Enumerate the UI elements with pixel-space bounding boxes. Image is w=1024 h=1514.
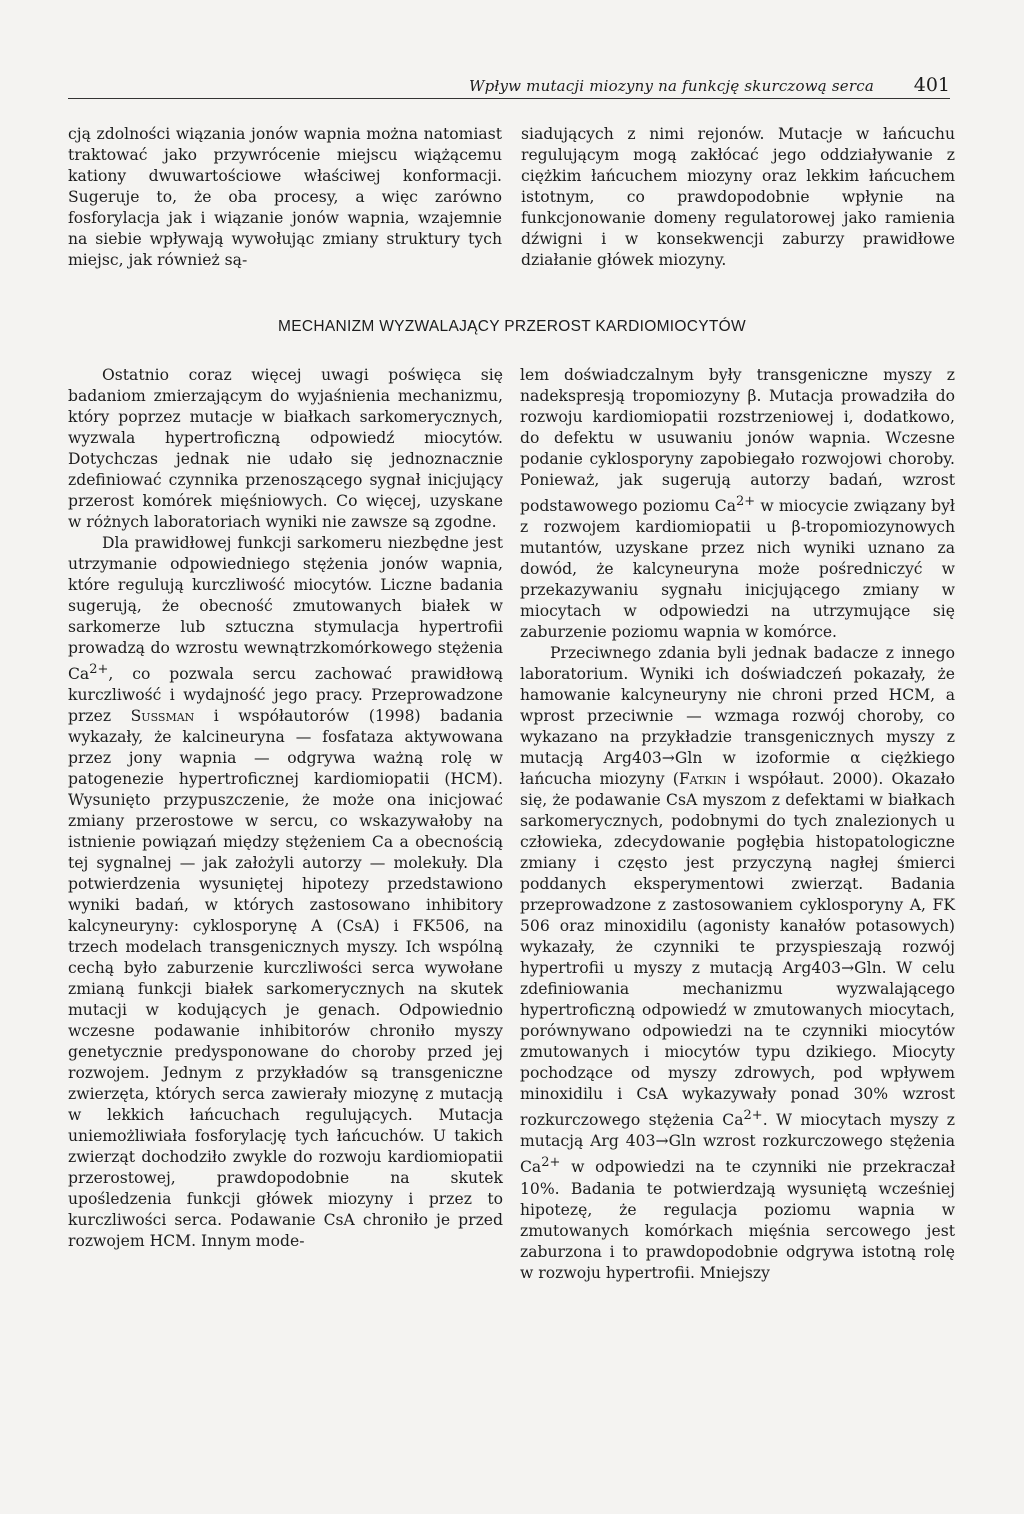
continued-paragraph-end: siadujących z nimi rejonów. Mutacje w łańcuchu regulującym mogą zakłócać jego oddziaływanie z ciężkim łańcuchem miozyny oraz lekkim łańcuchem istotnym, co prawdopodobnie wpłynie na funkcjonowanie domeny regulatorowej jako ramienia dźwigni i w konsekwencji zaburzy prawidłowe działanie główek miozyny. bbox=[521, 125, 955, 269]
text-run: w miocycie związany był z rozwojem kardiomiopatii u β-tropomiozynowych mutantów, uzyskane przez nich wyniki uznano za dowód, że kalcyneuryna może pośredniczyć w przekazywaniu sygnału inicjującego zmiany w miocytach w odpowiedzi na utrzymujące się zaburzenie poziomu wapnia w komórce. bbox=[520, 497, 955, 642]
superscript: 2+ bbox=[541, 1155, 561, 1171]
paragraph: Ostatnio coraz więcej uwagi poświęca się badaniom zmierzającym do wyjaśnienia mechanizmu, który poprzez mutacje w białkach sarkomerycznych, wyzwala hypertroficzną odpowiedź miocytów. Dotychczas jednak nie udało się jednoznacznie zdefiniować czynnika przenoszącego sygnał inicjujący przerost komórek mięśniowych. Co więcej, uzyskane w różnych laboratoriach wyniki nie zawsze są zgodne. bbox=[68, 366, 503, 531]
left-column bbox=[68, 365, 503, 1252]
author-name: Fatkin bbox=[678, 770, 727, 789]
paragraph bbox=[520, 643, 955, 1283]
text-run: lem doświadczalnym były transgeniczne myszy z nadekspresją tropomiozyny β. Mutacja prowadziła do rozwoju kardiomiopatii rozstrzeniowej i, dodatkowo, do defektu w usuwaniu jonów wapnia. Wczesne podanie cyklosporyny zapobiegało rozwojowi choroby. Ponieważ, jak sugerują autorzy badań, wzrost podstawowego poziomu Ca bbox=[520, 366, 955, 516]
text-run: i współautorów (1998) badania wykazały, że kalcineuryna — fosfataza aktywowana przez jony wapnia — odgrywa ważną rolę w patogenezie hypertroficznej kardiomiopatii (HCM). Wysunięto przypuszczenie, że może ona inicjować zmiany przerostowe w sercu, co wskazywałoby na istnienie powiązań między stężeniem Ca bbox=[68, 707, 503, 852]
text-run: a obecnością tej sygnalnej — jak założyli autorzy — molekuły. Dla potwierdzenia wysuniętej hipotezy przedstawiono wyniki badań, w których zastosowano inhibitory kalcyneuryny: cyklosporynę A (CsA) i FK506, na trzech modelach transgenicznych myszy. Ich wspólną cechą było zaburzenie kurczliwości serca wywołane zmianą funkcji białek sarkomerycznych na skutek mutacji w kodujących je genach. Odpowiednio wczesne podawanie inhibitorów chroniło myszy genetycznie predysponowane do choroby przed jej rozwojem. Jednym z przykładów są transgeniczne zwierzęta, których serca zawierały miozynę z mutacją w lekkich łańcuchach regulujących. Mutacja uniemożliwiała fosforylację tych łańcuchów. U takich zwierząt dochodziło zwykle do rozwoju kardiomiopatii przerostowej, prawdopodobnie na skutek upośledzenia funkcji główek miozyny i przez to kurczliwości serca. Podawanie CsA chroniło je przed rozwojem HCM. Innym mode- bbox=[68, 833, 503, 1251]
superscript: 2+ bbox=[736, 494, 756, 509]
text-run: Przeciwnego zdania byli jednak badacze z innego laboratorium. Wyniki ich doświadczeń pokazały, że hamowanie kalcyneuryny nie chroni przed HCM, a wprost przeciwnie — wzmaga rozwój choroby, co wykazano na przykładzie transgenicznych myszy z mutacją Arg403→Gln w izoformie α ciężkiego łańcucha miozyny ( bbox=[520, 644, 955, 789]
superscript: 2+ bbox=[89, 662, 109, 677]
text-run: w odpowiedzi na te czynniki nie przekraczał 10%. Badania te potwierdzają wysuniętą wcześniej hipotezę, że regulacja poziomu wapnia w zmutowanych komórkach mięśnia sercowego jest zaburzona i to prawdopodobnie odgrywa istotną rolę w rozwoju hypertrofii. Mniejszy bbox=[520, 1158, 955, 1282]
text-run: Dla prawidłowej funkcji sarkomeru niezbędne jest utrzymanie odpowiedniego stężenia jonów wapnia, które regulują kurczliwość miocytów. Liczne badania sugerują, że obecność zmutowanych białek w sarkomerze lub sztuczna stymulacja hypertrofii prowadzą do wzrostu wewnątrzkomórkowego stężenia Ca bbox=[68, 534, 503, 684]
text-run: , co pozwala sercu zachować prawidłową kurczliwość i wydajność jego pracy. Przeprowadzone przez bbox=[68, 665, 503, 726]
paragraph bbox=[520, 365, 955, 643]
top-left-column bbox=[68, 124, 502, 271]
text-run: i współaut. 2000). Okazało się, że podawanie CsA myszom z defektami w białkach sarkomerycznych, podobnymi do tych znalezionych u człowieka, zdecydowanie pogłębia histopatologiczne zmiany i często jest przyczyną nagłej śmierci poddanych eksperymentowi zwierząt. Badania przeprowadzone z zastosowaniem cyklosporyny A, FK 506 oraz minoxidilu (agonisty kanałów potasowych) wykazały, że czynniki te przyspieszają rozwój hypertrofii u myszy z mutacją Arg403→Gln. W celu zdefiniowania mechanizmu wyzwalającego hypertroficzną odpowiedź w zmutowanych miocytach, porównywano odpowiedzi na te czynniki miocytów zmutowanych i miocytów typu dzikiego. Miocyty pochodzące od myszy zdrowych, pod wpływem minoxidilu i CsA wykazywały ponad 30% wzrost rozkurczowego stężenia Ca bbox=[520, 770, 955, 1130]
paragraph bbox=[68, 533, 503, 1252]
author-name: Sussman bbox=[130, 707, 195, 726]
page-number: 401 bbox=[913, 74, 950, 96]
running-title: Wpływ mutacji miozyny na funkcję skurczową serca bbox=[469, 77, 874, 95]
text-run: . W miocytach myszy z mutacją Arg 403→Gln wzrost rozkurczowego stężenia Ca bbox=[520, 1111, 955, 1177]
superscript: 2+ bbox=[743, 1108, 763, 1124]
section-heading: MECHANIZM WYZWALAJĄCY PRZEROST KARDIOMIOCYTÓW bbox=[278, 318, 746, 335]
top-right-column bbox=[521, 124, 955, 271]
continued-paragraph: cją zdolności wiązania jonów wapnia można natomiast traktować jako przywrócenie miejscu wiążącemu kationy dwuwartościowe właściwej konformacji. Sugeruje to, że oba procesy, a więc zarówno fosforylacja jak i wiązanie jonów wapnia, wzajemnie na siebie wpływają wywołując zmiany struktury tych miejsc, jak również są- bbox=[68, 125, 502, 269]
running-header bbox=[68, 74, 950, 99]
right-column bbox=[520, 365, 955, 1284]
